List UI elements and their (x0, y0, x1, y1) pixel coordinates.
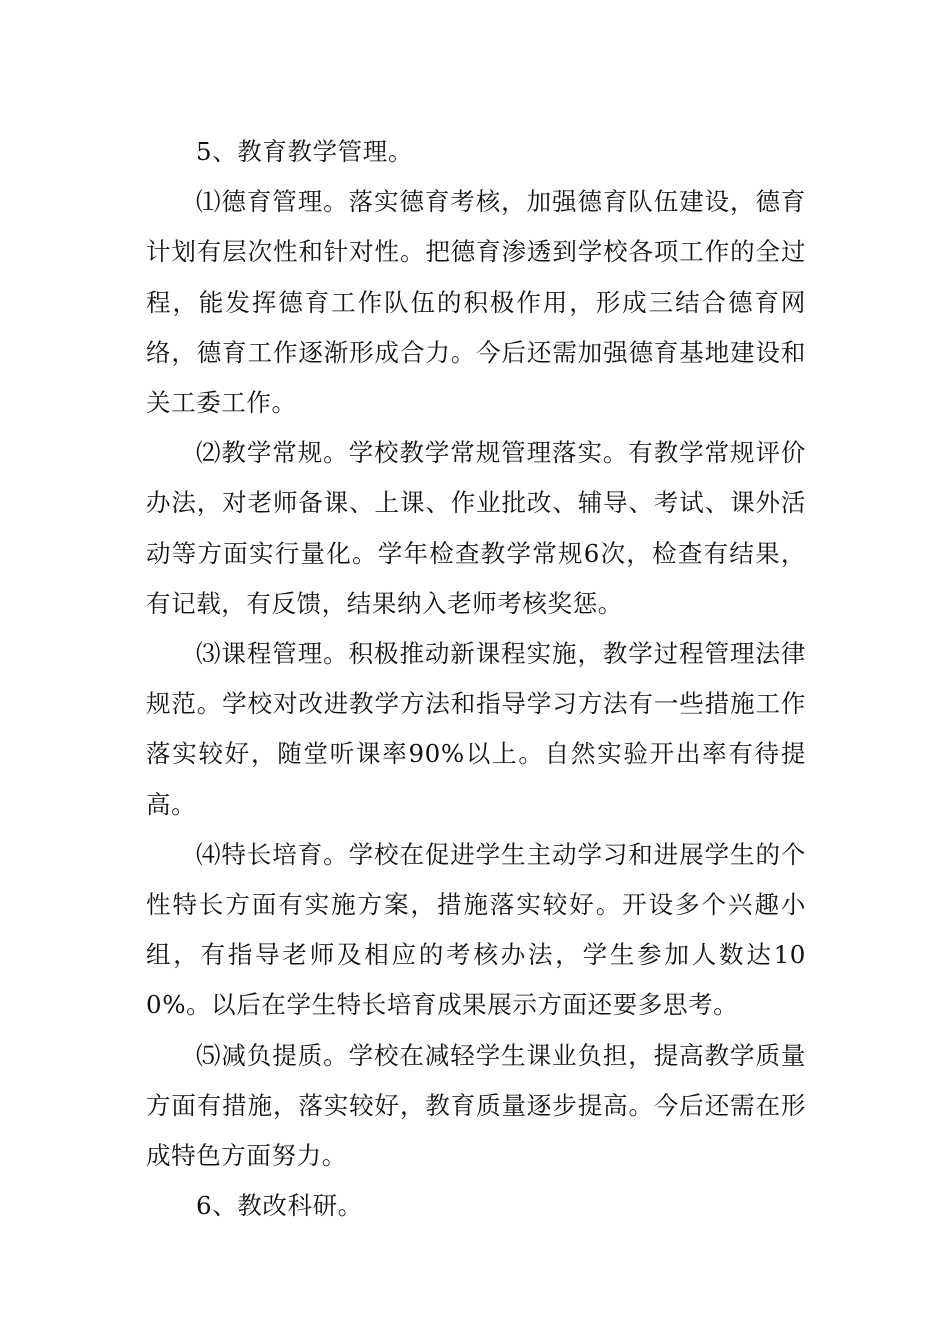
paragraph-burden-reduction: ⑸减负提质。学校在减轻学生课业负担，提高教学质量方面有措施，落实较好，教育质量逐步提高。今后还需在形成特色方面努力。 (146, 1040, 806, 1171)
paragraph-curriculum-management: ⑶课程管理。积极推动新课程实施，教学过程管理法律规范。学校对改进教学方法和指导学习方法有一些措施工作落实较好，随堂听课率90%以上。自然实验开出率有待提高。 (146, 639, 806, 819)
section-heading-teaching-research: 6、教改科研。 (196, 1191, 363, 1221)
section-heading-education-management: 5、教育教学管理。 (196, 137, 413, 166)
paragraph-moral-education: ⑴德育管理。落实德育考核，加强德育队伍建设，德育计划有层次性和针对性。把德育渗透到学校各项工作的全过程，能发挥德育工作队伍的积极作用，形成三结合德育网络，德育工作逐渐形成合力。今后还需加强德育基地建设和关工委工作。 (146, 187, 806, 418)
paragraph-teaching-routine: ⑵教学常规。学校教学常规管理落实。有教学常规评价办法，对老师备课、上课、作业批改、辅导、考试、课外活动等方面实行量化。学年检查教学常规6次，检查有结果，有记载，有反馈，结果纳入老师考核奖惩。 (146, 438, 806, 618)
paragraph-talent-cultivation: ⑷特长培育。学校在促进学生主动学习和进展学生的个性特长方面有实施方案，措施落实较好。开设多个兴趣小组，有指导老师及相应的考核办法，学生参加人数达100%。以后在学生特长培育成果展示方面还要多思考。 (146, 839, 806, 1020)
document-body (146, 127, 806, 1231)
